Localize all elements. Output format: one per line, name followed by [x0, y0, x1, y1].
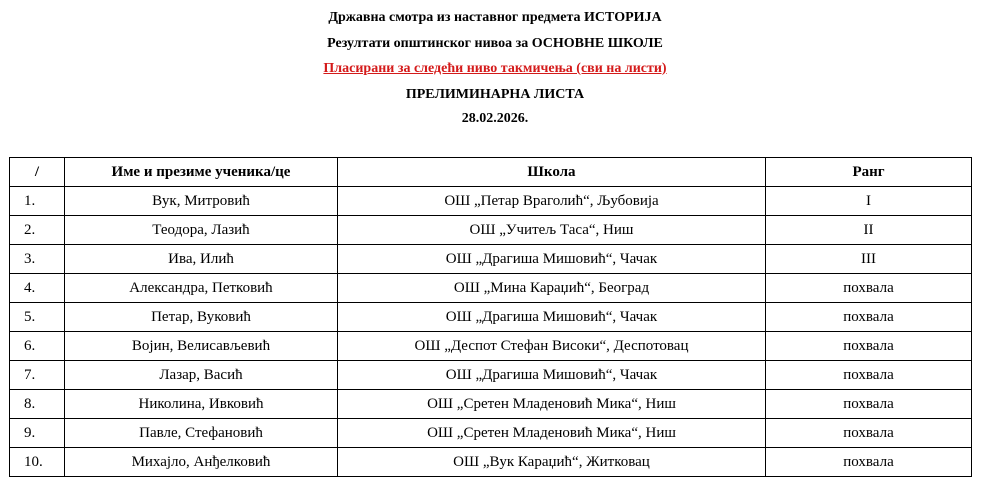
- row-number: 2.: [10, 216, 65, 245]
- document-subtitle: Резултати општинског нивоа за ОСНОВНЕ ШКОЛЕ: [327, 36, 663, 51]
- results-table: [9, 157, 972, 477]
- school-name: ОШ „Учитељ Таса“, Ниш: [338, 216, 766, 245]
- row-number: 4.: [10, 274, 65, 303]
- column-header-student: Име и презиме ученика/це: [65, 158, 338, 187]
- school-name: ОШ „Драгиша Мишовић“, Чачак: [338, 245, 766, 274]
- row-number: 3.: [10, 245, 65, 274]
- table-row: [10, 274, 972, 303]
- column-header-school: Школа: [338, 158, 766, 187]
- student-name: Вук, Митровић: [65, 187, 338, 216]
- table-row: [10, 332, 972, 361]
- rank: похвала: [766, 274, 972, 303]
- rank: похвала: [766, 361, 972, 390]
- table-row: [10, 303, 972, 332]
- rank: похвала: [766, 332, 972, 361]
- school-name: ОШ „Драгиша Мишовић“, Чачак: [338, 303, 766, 332]
- school-name: ОШ „Мина Караџић“, Београд: [338, 274, 766, 303]
- school-name: ОШ „Сретен Младеновић Мика“, Ниш: [338, 390, 766, 419]
- school-name: ОШ „Деспот Стефан Високи“, Деспотовац: [338, 332, 766, 361]
- student-name: Александра, Петковић: [65, 274, 338, 303]
- table-row: [10, 361, 972, 390]
- rank: похвала: [766, 390, 972, 419]
- row-number: 7.: [10, 361, 65, 390]
- table-row: [10, 390, 972, 419]
- rank: похвала: [766, 448, 972, 477]
- student-name: Теодора, Лазић: [65, 216, 338, 245]
- rank: I: [766, 187, 972, 216]
- row-number: 1.: [10, 187, 65, 216]
- row-number: 9.: [10, 419, 65, 448]
- rank: II: [766, 216, 972, 245]
- document-title: Државна смотра из наставног предмета ИСТОРИЈА: [328, 10, 662, 25]
- table-row: [10, 448, 972, 477]
- student-name: Војин, Велисављевић: [65, 332, 338, 361]
- row-number: 5.: [10, 303, 65, 332]
- row-number: 8.: [10, 390, 65, 419]
- document-date: 28.02.2026.: [461, 111, 529, 126]
- table-header-row: [10, 158, 972, 187]
- rank: похвала: [766, 303, 972, 332]
- school-name: ОШ „Вук Караџић“, Житковац: [338, 448, 766, 477]
- student-name: Михајло, Анђелковић: [65, 448, 338, 477]
- list-status: ПРЕЛИМИНАРНА ЛИСТА: [405, 87, 585, 102]
- school-name: ОШ „Сретен Младеновић Мика“, Ниш: [338, 419, 766, 448]
- student-name: Ива, Илић: [65, 245, 338, 274]
- column-header-rank: Ранг: [766, 158, 972, 187]
- rank: III: [766, 245, 972, 274]
- student-name: Лазар, Васић: [65, 361, 338, 390]
- student-name: Павле, Стефановић: [65, 419, 338, 448]
- table-row: [10, 216, 972, 245]
- student-name: Петар, Вуковић: [65, 303, 338, 332]
- table-row: [10, 187, 972, 216]
- school-name: ОШ „Петар Враголић“, Љубовија: [338, 187, 766, 216]
- row-number: 6.: [10, 332, 65, 361]
- column-header-number: /: [10, 158, 65, 187]
- qualification-note: Пласирани за следећи ниво такмичења (сви на листи): [323, 61, 667, 76]
- table-row: [10, 419, 972, 448]
- table-row: [10, 245, 972, 274]
- row-number: 10.: [10, 448, 65, 477]
- rank: похвала: [766, 419, 972, 448]
- student-name: Николина, Ивковић: [65, 390, 338, 419]
- school-name: ОШ „Драгиша Мишовић“, Чачак: [338, 361, 766, 390]
